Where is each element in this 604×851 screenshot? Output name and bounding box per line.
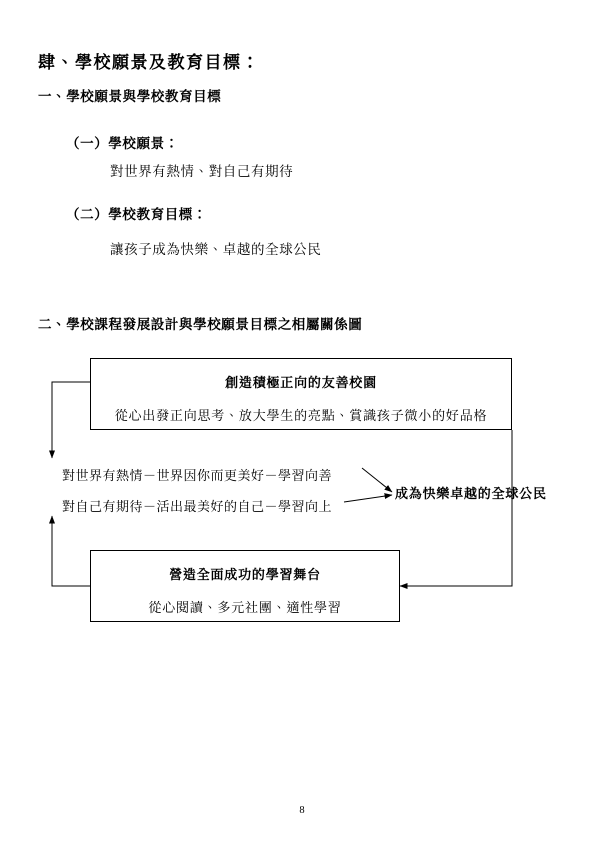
diagram-bottom-box-detail: 從心閱讀、多元社團、適性學習 <box>148 600 342 615</box>
connector-bottom-to-middle <box>52 516 90 586</box>
relationship-diagram <box>0 340 604 640</box>
page-number: 8 <box>299 805 305 816</box>
section-1-item-1-label: （一）學校願景： <box>66 136 179 151</box>
diagram-top-box-title: 創造積極正向的友善校園 <box>225 375 377 390</box>
section-1-item-2-label: （二）學校教育目標： <box>66 207 207 222</box>
section-1-item-1-text: 對世界有熱情、對自己有期待 <box>110 164 294 179</box>
diagram-top-box-detail: 從心出發正向思考、放大學生的亮點、賞識孩子微小的好品格 <box>114 408 488 423</box>
section-2-heading: 二、學校課程發展設計與學校願景目標之相屬關係圖 <box>38 317 363 332</box>
diagram-top-box <box>90 358 512 430</box>
page-title: 肆、學校願景及教育目標： <box>38 53 260 72</box>
diagram-middle-line-2: 對自己有期待－活出最美好的自己－學習向上 <box>62 499 333 514</box>
connector-top-to-middle <box>52 382 90 458</box>
diagram-goal-text: 成為快樂卓越的全球公民 <box>395 486 547 501</box>
connector-line2-to-goal <box>344 495 392 502</box>
diagram-bottom-box <box>90 550 400 622</box>
diagram-middle-line-1: 對世界有熱情－世界因你而更美好－學習向善 <box>62 468 333 483</box>
connector-top-to-bottom <box>400 430 512 586</box>
connector-line1-to-goal <box>362 468 392 492</box>
diagram-bottom-box-title: 營造全面成功的學習舞台 <box>169 567 321 582</box>
section-1-heading: 一、學校願景與學校教育目標 <box>38 89 222 104</box>
section-1-item-2-text: 讓孩子成為快樂、卓越的全球公民 <box>110 242 322 257</box>
